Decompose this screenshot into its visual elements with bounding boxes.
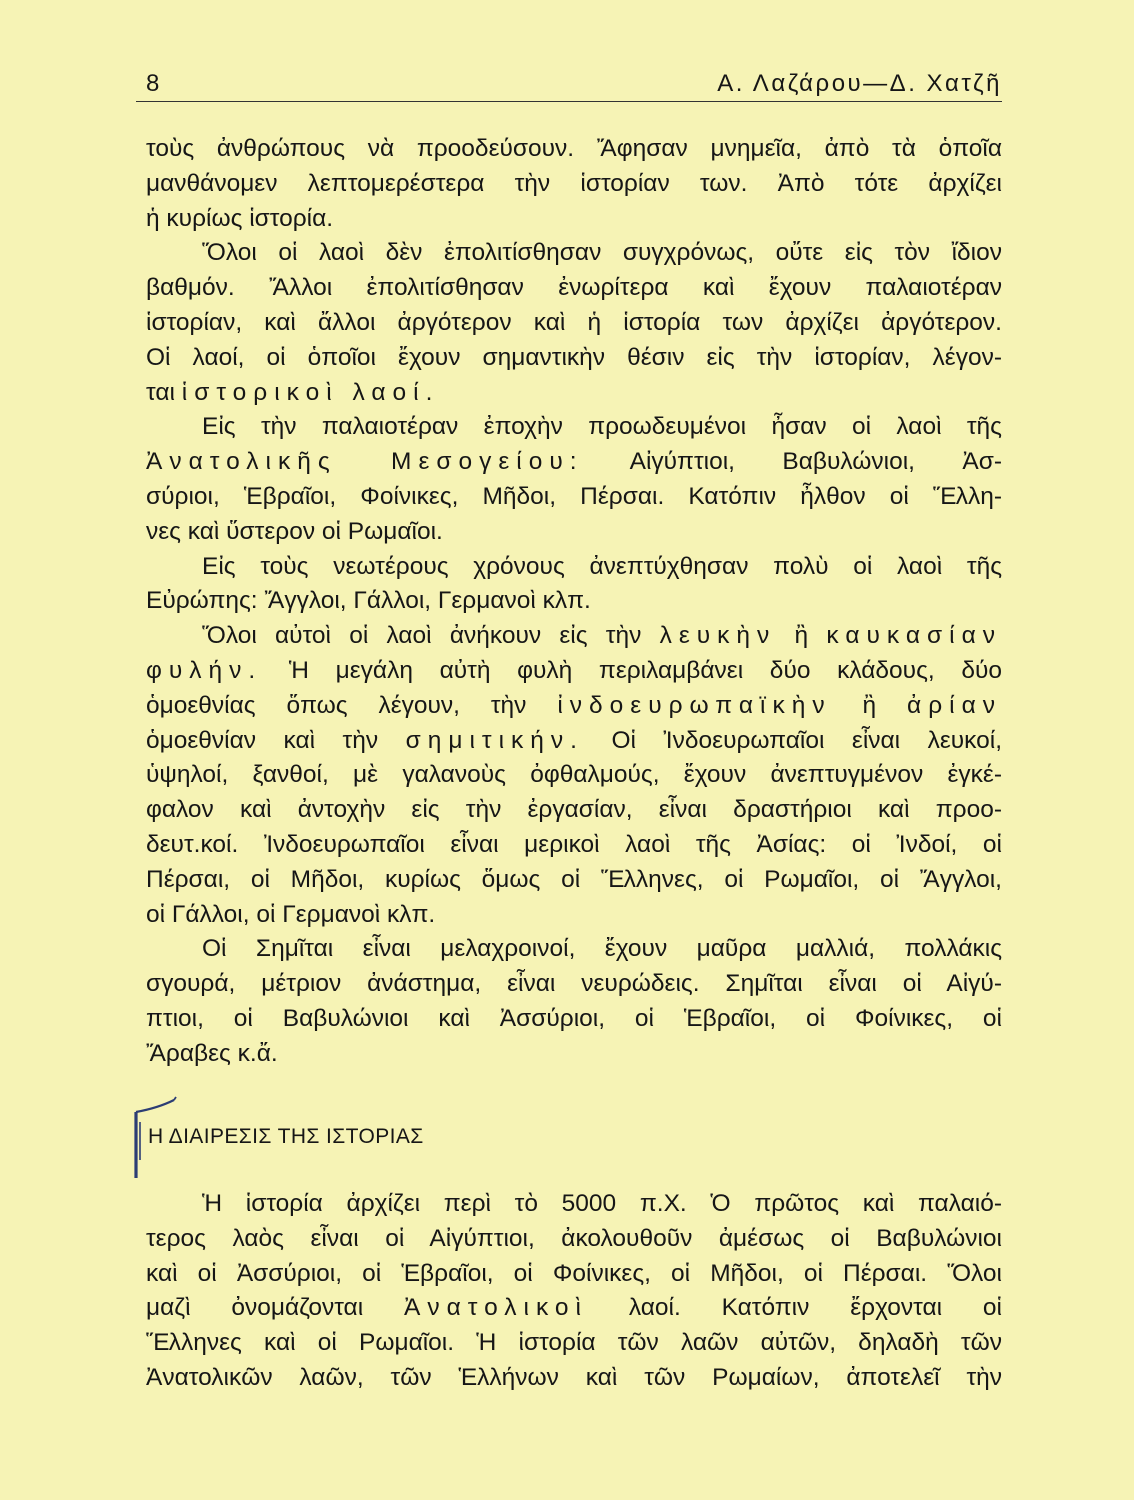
section-text	[146, 1187, 1002, 1396]
text-line: μανθάνομεν λεπτομερέστερα τὴν ἱστορίαν των. Ἀπὸ τότε ἀρχίζει	[146, 169, 1002, 197]
text-line	[146, 619, 1002, 654]
running-head: Α. Λαζάρου—Δ. Χατζῆ	[717, 70, 1002, 97]
text-segment: ὁμοεθνίαν καὶ τὴν	[146, 726, 379, 754]
header-rule	[136, 101, 1002, 102]
text-line: φαλον καὶ ἀντοχὴν εἰς τὴν ἐργασίαν, εἶναι δραστήριοι καὶ προο-	[146, 796, 1002, 824]
section-heading-text: Η ΔΙΑΙΡΕΣΙΣ ΤΗΣ ΙΣΤΟΡΙΑΣ	[148, 1125, 424, 1148]
text-line: τερος λαὸς εἶναι οἱ Αἰγύπτιοι, ἀκολουθοῦν ἀμέσως οἱ Βαβυλώνιοι	[146, 1224, 1002, 1252]
text-line: Ἄραβες κ.ἄ.	[146, 1039, 278, 1067]
page-header	[146, 62, 1002, 102]
spaced-term: Ἀνατολικῆς Μεσογείου:	[146, 448, 584, 476]
text-line: οἱ Γάλλοι, οἱ Γερμανοὶ κλπ.	[146, 900, 436, 928]
text-segment: Οἱ Ἰνδοευρωπαῖοι εἶναι λευκοί,	[611, 726, 1003, 754]
spaced-term: καυκασίαν	[826, 622, 1002, 650]
spaced-term: ἀρίαν	[907, 691, 1002, 719]
text-line: Οἱ Σημῖται εἶναι μελαχροινοί, ἔχουν μαῦρα μαλλιά, πολλάκις	[202, 935, 1002, 963]
text-line: Οἱ λαοί, οἱ ὁποῖοι ἔχουν σημαντικὴν θέσιν εἰς τὴν ἱστορίαν, λέγον-	[146, 343, 1002, 371]
text-line	[146, 1291, 1002, 1326]
text-line: νες καὶ ὕστερον οἱ Ρωμαῖοι.	[146, 517, 443, 545]
text-line	[146, 376, 1002, 411]
text-line: Εἰς τοὺς νεωτέρους χρόνους ἀνεπτύχθησαν πολὺ οἱ λαοὶ τῆς	[202, 552, 1002, 580]
text-line: Ὅλοι οἱ λαοὶ δὲν ἐπολιτίσθησαν συγχρόνως, οὔτε εἰς τὸν ἴδιον	[202, 239, 1002, 267]
spaced-term: ἱστορικοὶ λαοί.	[181, 378, 440, 406]
text-line: ἡ κυρίως ἱστορία.	[146, 204, 334, 232]
main-text	[146, 132, 1002, 1072]
text-line: δευτ.κοί. Ἰνδοευρωπαῖοι εἶναι μερικοὶ λαοὶ τῆς Ἀσίας: οἱ Ἰνδοί, οἱ	[146, 830, 1002, 858]
text-line	[146, 445, 1002, 480]
text-line: Ἕλληνες καὶ οἱ Ρωμαῖοι. Ἡ ἱστορία τῶν λαῶν αὐτῶν, δηλαδὴ τῶν	[146, 1329, 1002, 1357]
text-segment: Ἡ μεγάλη αὐτὴ φυλὴ περιλαμβάνει δύο κλάδους, δύο	[288, 656, 1002, 684]
text-line: καὶ οἱ Ἀσσύριοι, οἱ Ἑβραῖοι, οἱ Φοίνικες, οἱ Μῆδοι, οἱ Πέρσαι. Ὅλοι	[146, 1259, 1002, 1287]
text-line: ἱστορίαν, καὶ ἄλλοι ἀργότερον καὶ ἡ ἱστορία των ἀρχίζει ἀργότερον.	[146, 308, 1002, 336]
text-segment: ται	[146, 378, 175, 406]
text-line: Εἰς τὴν παλαιοτέραν ἐποχὴν προωδευμένοι ἦσαν οἱ λαοὶ τῆς	[202, 413, 1002, 441]
text-segment: ὁμοεθνίας ὅπως λέγουν, τὴν	[146, 691, 527, 719]
spaced-term: Ἀνατολικοὶ	[404, 1294, 588, 1322]
text-line: πτιοι, οἱ Βαβυλώνιοι καὶ Ἀσσύριοι, οἱ Ἑβραῖοι, οἱ Φοίνικες, οἱ	[146, 1004, 1002, 1032]
text-segment: Ὅλοι αὐτοὶ οἱ λαοὶ ἀνήκουν εἰς τὴν	[202, 622, 642, 650]
spaced-term: λευκὴν	[659, 622, 777, 650]
text-line: Πέρσαι, οἱ Μῆδοι, κυρίως ὅμως οἱ Ἕλληνες, οἱ Ρωμαῖοι, οἱ Ἄγγλοι,	[146, 865, 1002, 893]
text-line: σγουρά, μέτριον ἀνάστημα, εἶναι νευρώδεις. Σημῖται εἶναι οἱ Αἰγύ-	[146, 970, 1002, 998]
page-number: 8	[146, 70, 160, 97]
text-line: σύριοι, Ἑβραῖοι, Φοίνικες, Μῆδοι, Πέρσαι. Κατόπιν ἦλθον οἱ Ἕλλη-	[146, 482, 1002, 510]
text-line: Ἡ ἱστορία ἀρχίζει περὶ τὸ 5000 π.Χ. Ὁ πρῶτος καὶ παλαιό-	[202, 1190, 1002, 1217]
text-line: Ἀνατολικῶν λαῶν, τῶν Ἑλλήνων καὶ τῶν Ρωμαίων, ἀποτελεῖ τὴν	[146, 1363, 1002, 1391]
spaced-term: ἰνδοευρωπαϊκὴν	[557, 691, 832, 719]
text-segment: μαζὶ ὀνομάζονται	[146, 1294, 364, 1322]
text-line	[146, 654, 1002, 689]
spaced-term: σημιτικήν.	[405, 726, 584, 754]
spaced-term: φυλήν.	[146, 656, 263, 684]
text-line	[146, 724, 1002, 759]
text-line	[146, 689, 1002, 724]
text-segment: λαοί. Κατόπιν ἔρχονται οἱ	[628, 1294, 1003, 1322]
text-segment: Αἰγύπτιοι, Βαβυλώνιοι, Ἀσ-	[629, 448, 1002, 476]
text-line: τοὺς ἀνθρώπους νὰ προοδεύσουν. Ἄφησαν μνημεῖα, ἀπὸ τὰ ὁποῖα	[146, 135, 1002, 162]
text-line: ὑψηλοί, ξανθοί, μὲ γαλανοὺς ὀφθαλμούς, ἔχουν ἀνεπτυγμένον ἐγκέ-	[146, 761, 1002, 789]
text-line: βαθμόν. Ἄλλοι ἐπολιτίσθησαν ἐνωρίτερα καὶ ἔχουν παλαιοτέραν	[146, 274, 1002, 302]
text-segment: ἢ	[862, 691, 877, 719]
text-line: Εὐρώπης: Ἄγγλοι, Γάλλοι, Γερμανοὶ κλπ.	[146, 587, 591, 615]
text-segment: ἢ	[794, 622, 809, 650]
section-heading	[130, 1092, 630, 1182]
